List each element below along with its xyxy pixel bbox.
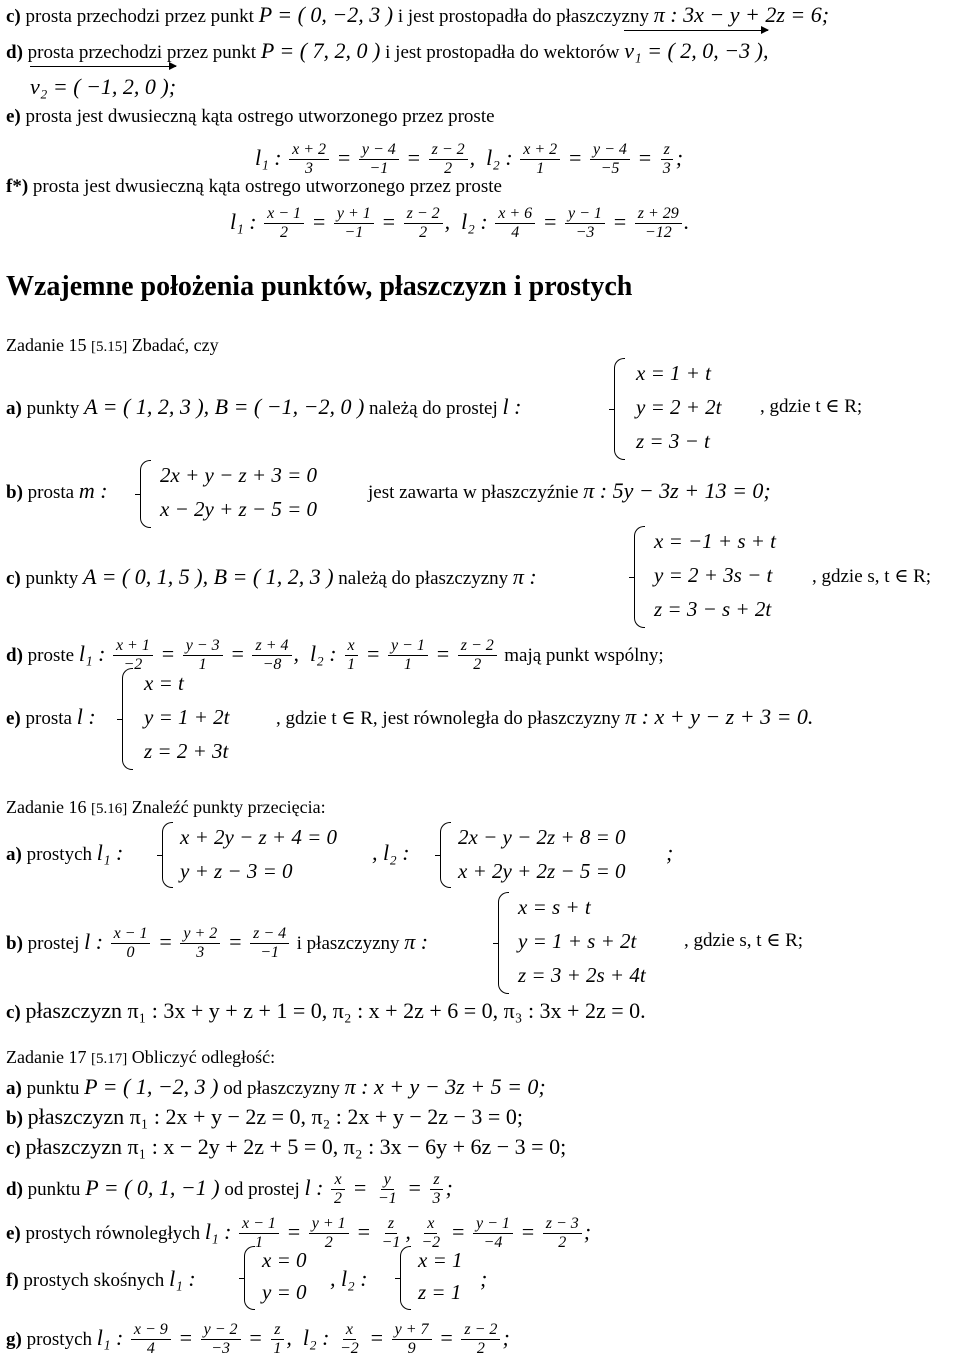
brace-15c (634, 526, 645, 628)
zad16-a-end: ; (666, 840, 674, 865)
zad15-b: b) prosta m : (6, 478, 108, 503)
zad15-e: e) prosta l : (6, 704, 96, 729)
system-16a-1: x + 2y − z + 4 = 0 y + z − 3 = 0 (180, 825, 337, 883)
system-17f-2: x = 1 z = 1 (418, 1248, 463, 1304)
system-15a: x = 1 + t y = 2 + 2t z = 3 − t (636, 361, 722, 453)
brace-16a-2 (440, 822, 451, 888)
zad16-a: a) prostych l₁ : (6, 840, 124, 865)
brace-17f-1 (244, 1246, 255, 1310)
brace-17f-2 (400, 1246, 411, 1310)
zad16-b: b) prostej l : $\frac{x - 1}{0}$ = $\frac{y + 2}{3}$ = $\frac{z - 4}{-1}$ i płaszczyzny π : (6, 925, 429, 962)
e-lines: l₁ : $\frac{x + 2}{3}$ = $\frac{y - 4}{-1}$ = $\frac{z - 2}{2}$ , l₂ : $\frac{x + 2}{1}$ = $\frac{y - 4}{-5}$ = $\frac{z}{3}$ ; (255, 141, 684, 178)
zad15-a-tail: , gdzie t ∈ R; (760, 396, 863, 417)
brace-15a (614, 358, 625, 460)
zad16-header: Zadanie 16 [5.16] Znaleźć punkty przecięcia: (6, 797, 326, 817)
f-lines: l₁ : $\frac{x - 1}{2}$ = $\frac{y + 1}{-1}$ = $\frac{z - 2}{2}$ , l₂ : $\frac{x + 6}{4}$ = $\frac{y - 1}{-3}$ = $\frac{z + 29}{-12}$ . (230, 205, 690, 242)
zad16-c: c) płaszczyzn π₁ : 3x + y + z + 1 = 0, π₂ : x + 2z + 6 = 0, π₃ : 3x + 2z = 0. (6, 998, 646, 1023)
zad15-d: d) proste l₁ : $\frac{x + 1}{-2}$ = $\frac{y - 3}{1}$ = $\frac{z + 4}{-8}$ , l₂ : $\frac{x}{1}$ = $\frac{y - 1}{1}$ = $\frac{z - 2}{2}$ mają punkt wspólny; (6, 637, 664, 674)
brace-15b (140, 460, 151, 528)
zad15-b-tail: jest zawarta w płaszczyźnie π : 5y − 3z + 13 = 0; (368, 478, 771, 503)
zad15-c: c) punkty A = ( 0, 1, 5 ), B = ( 1, 2, 3 ) należą do płaszczyzny π : (6, 564, 537, 589)
brace-15e (122, 668, 133, 770)
zad16-a-l2: , l₂ : (372, 840, 410, 865)
system-15e: x = t y = 1 + 2t z = 2 + 3t (144, 671, 230, 763)
system-17f-1: x = 0 y = 0 (262, 1248, 307, 1304)
system-15b: 2x + y − z + 3 = 0 x − 2y + z − 5 = 0 (160, 463, 317, 521)
zad17-f: f) prostych skośnych l₁ : (6, 1266, 196, 1291)
system-16b: x = s + t y = 1 + s + 2t z = 3 + 2s + 4t (518, 895, 646, 987)
zad15-e-tail: , gdzie t ∈ R, jest równoległa do płaszczyzny π : x + y − z + 3 = 0. (276, 704, 814, 729)
zad15-a: a) punkty A = ( 1, 2, 3 ), B = ( −1, −2, 0 ) należą do prostej l : (6, 394, 522, 419)
zad16-b-tail: , gdzie s, t ∈ R; (684, 930, 804, 951)
brace-16b (498, 892, 509, 994)
zad15-header: Zadanie 15 [5.15] Zbadać, czy (6, 335, 219, 355)
item-e-top: e) prosta jest dwusieczną kąta ostrego utworzonego przez proste (6, 106, 495, 127)
zad17-g: g) prostych l₁ : $\frac{x - 9}{4}$ = $\frac{y - 2}{-3}$ = $\frac{z}{1}$ , l₂ : $\frac{x}{-2}$ = $\frac{y + 7}{9}$ = $\frac{z - 2}{2}$ ; (6, 1321, 510, 1358)
item-d-top: d) prosta przechodzi przez punkt P = ( 7, 2, 0 ) i jest prostopadła do wektorów v₁ = ( 2, 0, −3 ), (6, 38, 769, 63)
brace-16a-1 (162, 822, 173, 888)
zad17-b: b) płaszczyzn π₁ : 2x + y − 2z = 0, π₂ : 2x + y − 2z − 3 = 0; (6, 1104, 523, 1129)
system-16a-2: 2x − y − 2z + 8 = 0 x + 2y + 2z − 5 = 0 (458, 825, 626, 883)
zad15-c-tail: , gdzie s, t ∈ R; (812, 566, 932, 587)
zad17-e: e) prostych równoległych l₁ : $\frac{x - 1}{1}$ = $\frac{y + 1}{2}$ = $\frac{z}{-1}$ , $\frac{x}{-2}$ = $\frac{y - 1}{-4}$ = $\frac{z - 3}{2}$ ; (6, 1215, 592, 1252)
system-15c: x = −1 + s + t y = 2 + 3s − t z = 3 − s + 2t (654, 529, 777, 621)
zad17-c: c) płaszczyzn π₁ : x − 2y + 2z + 5 = 0, π₂ : 3x − 6y + 6z − 3 = 0; (6, 1134, 567, 1159)
section-title: Wzajemne położenia punktów, płaszczyzn i prostych (6, 271, 633, 302)
zad17-a: a) punktu P = ( 1, −2, 3 ) od płaszczyzny π : x + y − 3z + 5 = 0; (6, 1074, 546, 1099)
zad17-f-l2: , l₂ : (330, 1266, 368, 1291)
item-c-top: c) prosta przechodzi przez punkt P = ( 0, −2, 3 ) i jest prostopadła do płaszczyzny π : 3x − y + 2z = 6; (6, 2, 830, 27)
item-f-top: f*) prosta jest dwusieczną kąta ostrego utworzonego przez proste (6, 176, 502, 197)
zad17-d: d) punktu P = ( 0, 1, −1 ) od prostej l : $\frac{x}{2}$ = $\frac{y}{-1}$ = $\frac{z}{3}$ ; (6, 1171, 453, 1208)
zad17-f-end: ; (480, 1266, 488, 1291)
zad17-header: Zadanie 17 [5.17] Obliczyć odległość: (6, 1047, 276, 1067)
vector-v2: v₂ = ( −1, 2, 0 ); (30, 74, 177, 99)
